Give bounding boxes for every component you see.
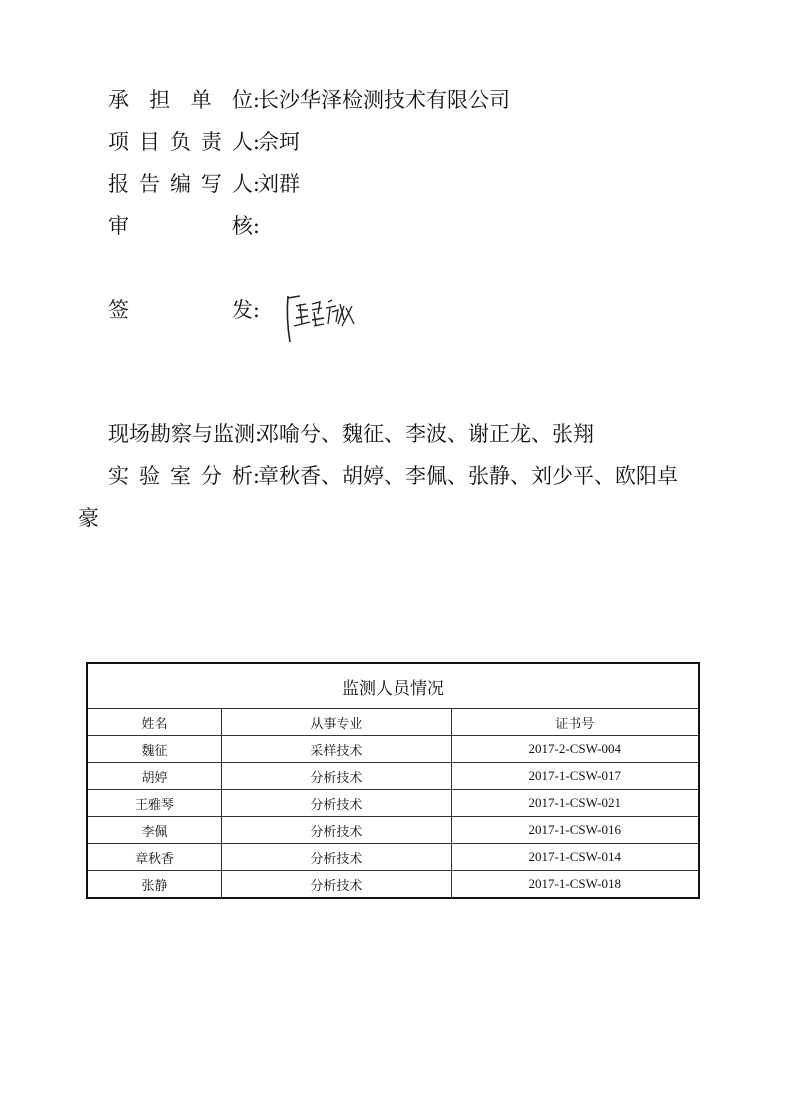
- handwritten-signature: [282, 290, 362, 350]
- undertaker-label: 承 担 单 位:: [108, 88, 260, 112]
- staff-specialty: 分析技术: [222, 817, 451, 844]
- report-writer-value: 刘群: [258, 172, 300, 196]
- header-certificate: 证书号: [451, 709, 699, 736]
- reviewer-label: 审 核:: [108, 214, 260, 238]
- staff-name: 王雅琴: [87, 790, 222, 817]
- table-row: [87, 763, 699, 790]
- table-row: [87, 790, 699, 817]
- staff-specialty: 分析技术: [222, 871, 451, 899]
- staff-name: 张静: [87, 871, 222, 899]
- lab-analysis-value: 章秋香、胡婷、李佩、张静、刘少平、欧阳卓: [258, 464, 678, 488]
- staff-certificate: 2017-1-CSW-018: [451, 871, 699, 899]
- staff-certificate: 2017-1-CSW-021: [451, 790, 699, 817]
- staff-specialty: 分析技术: [222, 763, 451, 790]
- field-survey-label: 现 场 勘 察 与 监 测:: [108, 422, 263, 446]
- staff-table-header-row: [87, 709, 699, 736]
- staff-certificate: 2017-1-CSW-017: [451, 763, 699, 790]
- staff-table: [86, 662, 700, 899]
- staff-name: 章秋香: [87, 844, 222, 871]
- staff-specialty: 采样技术: [222, 736, 451, 763]
- staff-name: 胡婷: [87, 763, 222, 790]
- staff-certificate: 2017-1-CSW-014: [451, 844, 699, 871]
- report-writer-label: 报 告 编 写 人:: [108, 172, 260, 196]
- field-survey-value: 邓喻兮、魏征、李波、谢正龙、张翔: [258, 422, 594, 446]
- staff-specialty: 分析技术: [222, 790, 451, 817]
- lab-analysis-value-continued: 豪: [78, 506, 99, 530]
- project-leader-value: 佘珂: [258, 130, 300, 154]
- undertaker-value: 长沙华泽检测技术有限公司: [258, 88, 510, 112]
- header-specialty: 从事专业: [222, 709, 451, 736]
- header-name: 姓名: [87, 709, 222, 736]
- issuer-label: 签 发:: [108, 298, 260, 322]
- staff-specialty: 分析技术: [222, 844, 451, 871]
- project-leader-label: 项 目 负 责 人:: [108, 130, 260, 154]
- table-row: [87, 736, 699, 763]
- staff-name: 李佩: [87, 817, 222, 844]
- table-row: [87, 871, 699, 899]
- staff-table-caption: 监测人员情况: [87, 663, 699, 709]
- table-row: [87, 817, 699, 844]
- staff-certificate: 2017-1-CSW-016: [451, 817, 699, 844]
- staff-name: 魏征: [87, 736, 222, 763]
- staff-certificate: 2017-2-CSW-004: [451, 736, 699, 763]
- lab-analysis-label: 实 验 室 分 析:: [108, 464, 260, 488]
- table-row: [87, 844, 699, 871]
